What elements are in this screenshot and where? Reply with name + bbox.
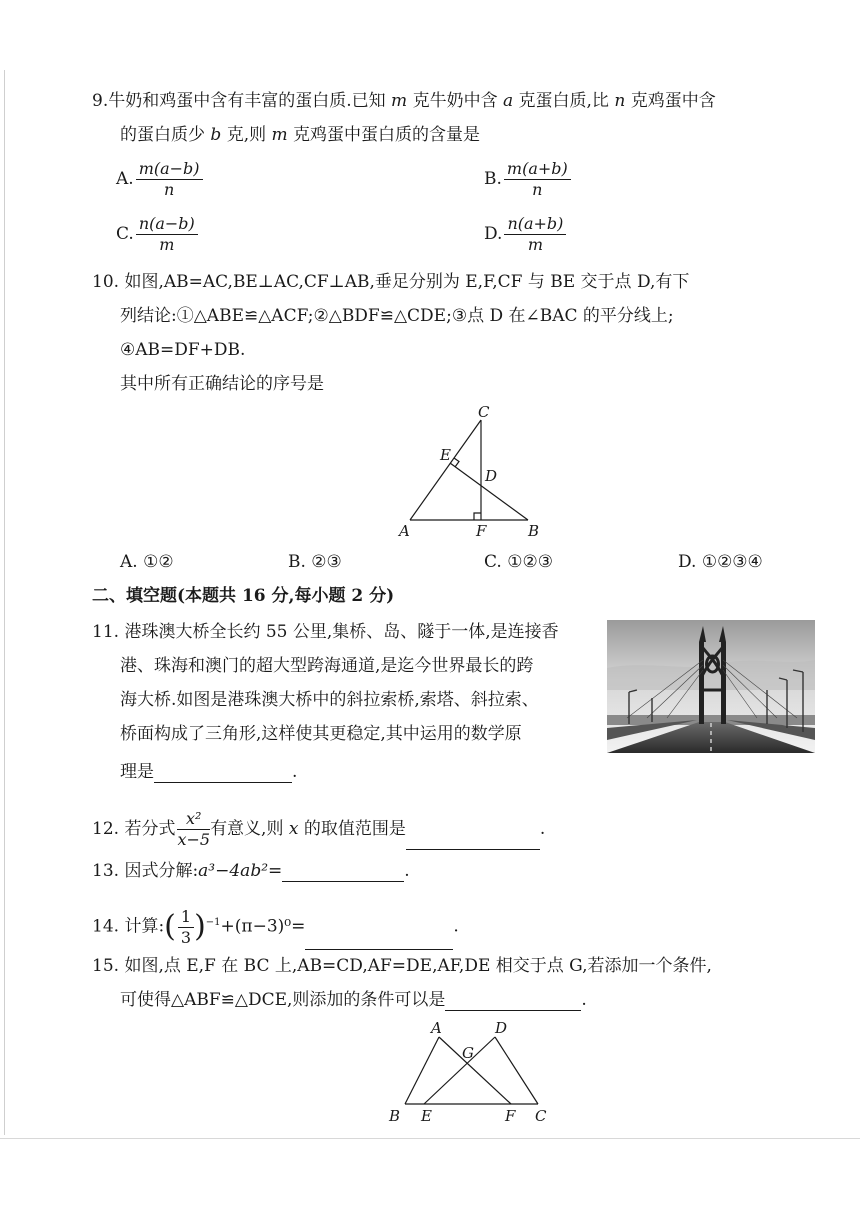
q15-label-f: F <box>505 1107 516 1125</box>
q11-answer-blank[interactable] <box>154 764 292 783</box>
q15-line1: 15. 如图,点 E,F 在 BC 上,AB=CD,AF=DE,AF,DE 相交于点 G,若添加一个条件, <box>92 956 712 976</box>
q10-label-a: A <box>399 522 410 540</box>
q15-triangle-figure <box>380 1015 560 1127</box>
q9-number: 9. <box>92 91 109 111</box>
q15-label-g: G <box>462 1044 474 1062</box>
q11-line4: 桥面构成了三角形,这样使其更稳定,其中运用的数学原 <box>120 724 522 744</box>
q9-option-c[interactable]: C. $\frac{n(a-b)}{m}$ <box>116 214 198 255</box>
section2-note: (本题共 16 分,每小题 2 分) <box>177 586 395 606</box>
q14-line: 14. 计算:( $\frac{1}{3}$ )$^{-1}$+(π−3)⁰= . <box>92 900 459 946</box>
q13-line: 13. 因式分解:a³−4ab²= . <box>92 861 410 881</box>
q10-option-a[interactable]: A. ①② <box>120 552 174 572</box>
q12-fraction: $\frac{\text{x²}}{x-5}$ <box>177 809 211 849</box>
q9-option-d[interactable]: D. $\frac{n(a+b)}{m}$ <box>484 214 566 255</box>
q10-line2: 列结论:①△ABE≌△ACF;②△BDF≌△CDE;③点 D 在∠BAC 的平分线上; <box>120 306 674 326</box>
q10-line-ac <box>410 420 481 520</box>
q14-fraction: $\frac{1}{3}$ <box>178 907 194 948</box>
q15-line-dc <box>495 1037 538 1104</box>
q15-label-e: E <box>421 1107 432 1125</box>
q10-option-d[interactable]: D. ①②③④ <box>678 552 763 572</box>
q15-answer-blank[interactable] <box>445 992 581 1011</box>
q9-line1: 9.牛奶和鸡蛋中含有丰富的蛋白质.已知 m 克牛奶中含 a 克蛋白质,比 n 克鸡蛋中含 <box>92 91 716 111</box>
q10-label-b: B <box>528 522 540 540</box>
q10-triangle-figure <box>390 400 550 545</box>
q9-option-d-fraction: $\frac{n(a+b)}{m}$ <box>504 214 566 255</box>
q11-line5: 理是 . <box>120 762 298 782</box>
q10-option-b[interactable]: B. ②③ <box>288 552 342 572</box>
q10-label-c: C <box>478 403 490 421</box>
q9-option-a-fraction: $\frac{m(a-b)}{n}$ <box>136 159 203 200</box>
q12-answer-blank[interactable] <box>406 831 540 850</box>
page-edge-line <box>4 70 5 1135</box>
q15-label-b: B <box>389 1107 401 1125</box>
q15-label-c: C <box>535 1107 547 1125</box>
q9-option-c-fraction: $\frac{n(a-b)}{m}$ <box>136 214 198 255</box>
q9-line2: 的蛋白质少 b 克,则 m 克鸡蛋中蛋白质的含量是 <box>120 125 481 145</box>
q9-option-b-fraction: $\frac{m(a+b)}{n}$ <box>504 159 571 200</box>
section2-title: 二、填空题 <box>92 586 177 606</box>
q11-line3: 海大桥.如图是港珠澳大桥中的斜拉索桥,索塔、斜拉索、 <box>120 690 539 710</box>
q9-option-b[interactable]: B. $\frac{m(a+b)}{n}$ <box>484 159 571 200</box>
q15-label-a: A <box>431 1019 442 1037</box>
q10-line4: 其中所有正确结论的序号是 <box>120 374 324 394</box>
q10-right-angle-e <box>454 458 459 467</box>
q13-answer-blank[interactable] <box>282 863 404 882</box>
q10-label-d: D <box>485 467 498 485</box>
q15-line-de <box>424 1037 495 1104</box>
q14-answer-blank[interactable] <box>305 931 453 950</box>
page-bottom-line <box>0 1138 860 1139</box>
q11-line2: 港、珠海和澳门的超大型跨海通道,是迄今世界最长的跨 <box>120 656 534 676</box>
q15-line-af <box>439 1037 511 1104</box>
q10-line3: ④AB=DF+DB. <box>120 340 246 360</box>
q15-line2: 可使得△ABF≌△DCE,则添加的条件可以是 . <box>120 990 587 1010</box>
bridge-photo <box>607 620 815 753</box>
q12-line: 12. 若分式 $\frac{\text{x²}}{x-5}$ 有意义,则 x 的取值范围是 . <box>92 809 546 849</box>
q11-line1: 11. 港珠澳大桥全长约 55 公里,集桥、岛、隧于一体,是连接香 <box>92 622 559 642</box>
q9-option-a[interactable]: A. $\frac{m(a-b)}{n}$ <box>116 159 203 200</box>
q10-label-f: F <box>476 522 487 540</box>
q15-label-d: D <box>495 1019 508 1037</box>
q10-label-e: E <box>440 446 451 464</box>
q10-line1: 10. 如图,AB=AC,BE⊥AC,CF⊥AB,垂足分别为 E,F,CF 与 BE 交于点 D,有下 <box>92 272 690 292</box>
q10-right-angle-f <box>474 513 481 520</box>
bridge-photo-illustration <box>607 620 815 753</box>
q10-option-c[interactable]: C. ①②③ <box>484 552 553 572</box>
section2-header <box>92 585 394 607</box>
